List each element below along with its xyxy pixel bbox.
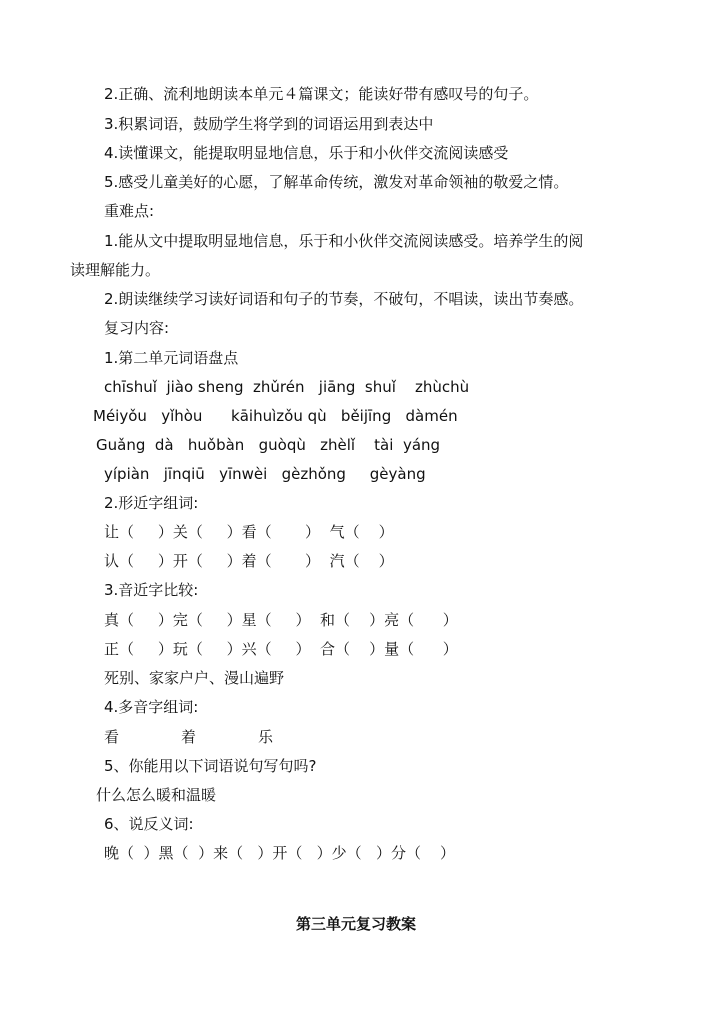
pinyin-line-1: chīshuǐ jiào sheng zhǔrén jiāng shuǐ zhùchù — [104, 378, 470, 396]
objective-line-3: 3.积累词语，鼓励学生将学到的词语运用到表达中 — [104, 115, 434, 133]
review-item-4-heading: 4.多音字组词: — [104, 698, 199, 716]
section-title: 第三单元复习教案 — [296, 915, 417, 933]
polyphone-chars: 看 着 乐 — [104, 728, 273, 746]
review-item-3-heading: 3.音近字比较: — [104, 581, 199, 599]
homophone-row-1: 真（ ）完（ ）星（ ） 和（ ）亮（ ） — [104, 611, 458, 629]
objective-line-2: 2.正确、流利地朗读本单元４篇课文；能读好带有感叹号的句子。 — [104, 85, 539, 103]
pinyin-line-3: Guǎng dà huǒbàn guòqù zhèlǐ tài yáng — [96, 436, 441, 454]
key-point-1: 1.能从文中提取明显地信息，乐于和小伙伴交流阅读感受。培养学生的阅 — [104, 232, 584, 250]
pinyin-line-2: Méiyǒu yǐhòu kāihuìzǒu qù běijīng dàmén — [93, 407, 458, 425]
pinyin-line-4: yípiàn jīnqiū yīnwèi gèzhǒng gèyàng — [104, 465, 426, 483]
review-item-5-words: 什么怎么暖和温暖 — [96, 786, 217, 804]
key-points-heading: 重难点: — [104, 202, 155, 220]
objective-line-5: 5.感受儿童美好的心愿，了解革命传统，激发对革命领袖的敬爱之情。 — [104, 173, 569, 191]
similar-chars-row-1: 让（ ）关（ ）看（ ） 气（ ） — [104, 523, 394, 541]
objective-line-4: 4.读懂课文，能提取明显地信息，乐于和小伙伴交流阅读感受 — [104, 144, 509, 162]
review-content-heading: 复习内容: — [104, 319, 170, 337]
review-item-1-heading: 1.第二单元词语盘点 — [104, 349, 239, 367]
key-point-1-continued: 读理解能力。 — [70, 261, 161, 279]
idioms-line: 死别、家家户户、漫山遍野 — [104, 669, 285, 687]
key-point-2: 2.朗读继续学习读好词语和句子的节奏，不破句，不唱读，读出节奏感。 — [104, 290, 584, 308]
homophone-row-2: 正（ ）玩（ ）兴（ ） 合（ ）量（ ） — [104, 640, 458, 658]
review-item-5-heading: 5、你能用以下词语说句写句吗? — [104, 757, 317, 775]
review-item-2-heading: 2.形近字组词: — [104, 494, 199, 512]
review-item-6-heading: 6、说反义词: — [104, 815, 194, 833]
similar-chars-row-2: 认（ ）开（ ）着（ ） 汽（ ） — [104, 552, 394, 570]
antonym-row: 晚（ ）黑（ ）来（ ）开（ ）少（ ）分（ ） — [104, 844, 456, 862]
